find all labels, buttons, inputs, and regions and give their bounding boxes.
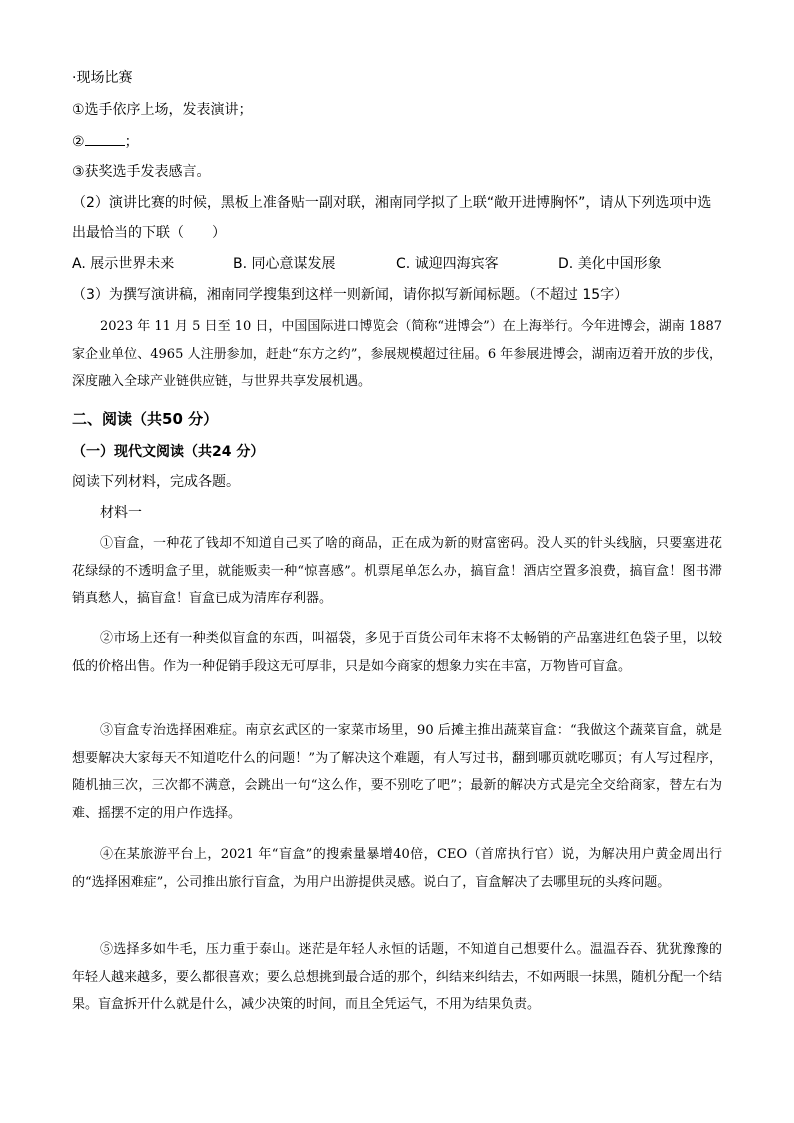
question-3-prompt: （3）为撰写演讲稿，湘南同学搜集到这样一则新闻，请你拟写新闻标题。（不超过 15字） — [72, 287, 629, 303]
option-b-letter: B. — [233, 256, 248, 272]
option-c-text: 诚迎四海宾客 — [414, 256, 499, 272]
option-b-text: 同心意谋发展 — [251, 256, 336, 272]
step-2-number: ② — [72, 134, 85, 150]
step-3: ③获奖选手发表感言。 — [72, 164, 211, 180]
option-d-text: 美化中国形象 — [577, 256, 662, 272]
question-2-line1: （2）演讲比赛的时候，黑板上准备贴一副对联，湘南同学拟了上联“敞开进博胸怀”，请从下列选项中选 — [72, 195, 712, 211]
step-2 — [72, 131, 139, 152]
option-d-letter: D. — [558, 256, 574, 272]
option-d[interactable] — [558, 254, 662, 274]
paragraph-5: ⑤选择多如牛毛，压力重于泰山。迷茫是年轻人永恒的话题，不知道自己想要什么。温温吞吞、犹犹豫豫的年轻人越来越多，要么都很喜欢；要么总想挑到最合适的那个，纠结来纠结去，不如两眼一抹黑，随机分配一个结果。盲盒拆开什么就是什么，减少决策的时间，而且全凭运气，不用为结果负责。 — [72, 942, 723, 1012]
step-1: ①选手依序上场，发表演讲； — [72, 102, 253, 118]
option-a-text: 展示世界未来 — [90, 256, 175, 272]
step-2-suffix: ； — [124, 134, 139, 150]
paragraph-3: ③盲盒专治选择困难症。南京玄武区的一家菜市场里，90 后摊主推出蔬菜盲盒：“我做这个蔬菜盲盒，就是想要解决大家每天不知道吃什么的问题！”为了解决这个难题，有人写过书，翻到哪页就吃哪页；有人写过程序，随机抽三次，三次都不满意，会跳出一句“这么作，要不别吃了吧”；最新的解决方式是完全交给商家，替左右为难、摇摆不定的用户作选择。 — [72, 723, 722, 821]
option-b[interactable] — [233, 254, 336, 274]
paragraph-2: ②市场上还有一种类似盲盒的东西，叫福袋，多见于百货公司年末将不太畅销的产品塞进红色袋子里，以较低的价格出售。作为一种促销手段这无可厚非，只是如今商家的想象力实在丰富，万物皆可盲盒。 — [72, 631, 722, 674]
option-a-letter: A. — [72, 256, 86, 272]
section-live-title: ·现场比赛 — [72, 70, 133, 86]
answer-blank[interactable] — [85, 131, 125, 146]
paragraph-1: ①盲盒，一种花了钱却不知道自己买了啥的商品，正在成为新的财富密码。没人买的针头线脑，只要塞进花花绿绿的不透明盒子里，就能贩卖一种“惊喜感”。机票尾单怎么办，搞盲盒！酒店空置多浪费，搞盲盒！图书滞销真愁人，搞盲盒！盲盒已成为清库存利器。 — [72, 536, 722, 606]
option-c-letter: C. — [396, 256, 411, 272]
material-label: 材料一 — [100, 505, 142, 521]
paragraph-4: ④在某旅游平台上，2021 年“盲盒”的搜索量暴增40倍，CEO（首席执行官）说，为解决用户黄金周出行的“选择困难症”，公司推出旅行盲盒，为用户出游提供灵感。说白了，盲盒解决了去哪里玩的头疼问题。 — [72, 847, 722, 890]
question-2-line2: 出最恰当的下联（ ） — [72, 225, 226, 241]
reading-instruction: 阅读下列材料，完成各题。 — [72, 474, 240, 490]
option-c[interactable] — [396, 254, 499, 274]
modern-reading-heading: （一）现代文阅读（共24 分） — [72, 444, 265, 460]
news-text: 2023 年 11 月 5 日至 10 日，中国国际进口博览会（简称“进博会”）在上海举行。今年进博会，湖南 1887 家企业单位、4965 人注册参加，赶赴“东方之约”，参展规模超过往届。6 年参展进博会，湖南迈着开放的步伐，深度融入全球产业链供应链，与世界共享发展机遇。 — [72, 319, 722, 389]
part-2-heading: 二、阅读（共50 分） — [72, 410, 219, 428]
option-a[interactable] — [72, 254, 174, 274]
